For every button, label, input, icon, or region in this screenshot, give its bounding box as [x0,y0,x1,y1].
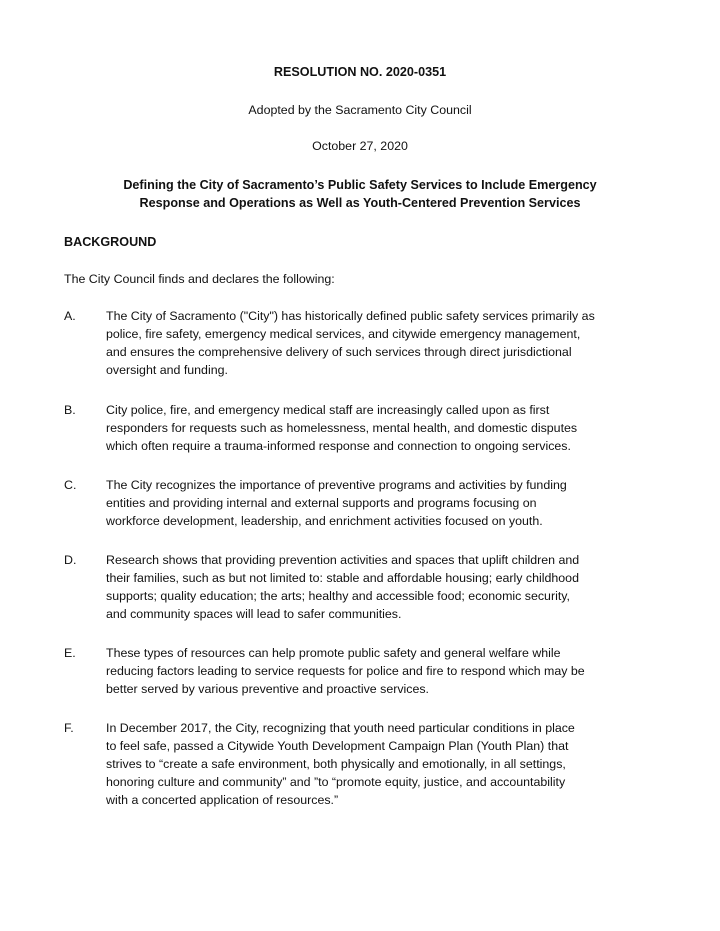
item-letter: A. [64,309,76,323]
item-line: reducing factors leading to service requests for police and fire to respond which may be [106,664,585,678]
section-heading-background: BACKGROUND [64,235,157,249]
item-line: and ensures the comprehensive delivery of such services through direct jurisdictional [106,345,572,359]
intro-paragraph: The City Council finds and declares the following: [64,272,335,286]
item-line: better served by various preventive and proactive services. [106,682,430,696]
finding-item-e [64,644,664,698]
adopted-by-line: Adopted by the Sacramento City Council [248,103,472,117]
title-line: Response and Operations as Well as Youth-Centered Prevention Services [139,196,581,210]
item-letter: B. [64,403,76,417]
item-text [106,307,666,379]
resolution-number: RESOLUTION NO. 2020-0351 [273,65,447,79]
item-letter: E. [64,646,76,660]
item-letter: D. [64,553,77,567]
item-letter: F. [64,721,74,735]
item-line: entities and providing internal and external supports and programs focusing on [106,496,537,510]
item-line: with a concerted application of resources.” [106,793,339,807]
item-line: The City recognizes the importance of preventive programs and activities by funding [106,478,567,492]
finding-item-b [64,401,664,455]
finding-item-a [64,307,664,379]
item-line: In December 2017, the City, recognizing that youth need particular conditions in place [106,721,575,735]
finding-item-d [64,551,664,623]
item-line: to feel safe, passed a Citywide Youth Development Campaign Plan (Youth Plan) that [106,739,569,753]
item-line: supports; quality education; the arts; healthy and accessible food; economic security, [106,589,570,603]
finding-item-c [64,476,664,530]
adoption-date: October 27, 2020 [312,139,408,153]
item-line: City police, fire, and emergency medical staff are increasingly called upon as first [106,403,550,417]
item-text [106,551,666,623]
item-line: which often require a trauma-informed response and connection to ongoing services. [106,439,571,453]
item-line: Research shows that providing prevention activities and spaces that uplift children and [106,553,580,567]
item-text [106,476,666,530]
item-line: workforce development, leadership, and enrichment activities focused on youth. [106,514,543,528]
item-line: responders for requests such as homelessness, mental health, and domestic disputes [106,421,578,435]
item-line: These types of resources can help promote public safety and general welfare while [106,646,561,660]
item-text [106,401,666,455]
item-line: The City of Sacramento ("City") has historically defined public safety services primarily as [106,309,595,323]
finding-item-f [64,719,664,809]
item-line: their families, such as but not limited to: stable and affordable housing; early childhood [106,571,579,585]
resolution-title [0,176,720,212]
item-text [106,644,666,698]
item-line: police, fire safety, emergency medical services, and citywide emergency management, [106,327,581,341]
item-line: strives to “create a safe environment, both physically and emotionally, in all settings, [106,757,566,771]
item-text [106,719,666,809]
item-line: honoring culture and community” and ”to “promote equity, justice, and accountability [106,775,566,789]
item-line: and community spaces will lead to safer communities. [106,607,402,621]
title-line: Defining the City of Sacramento’s Public Safety Services to Include Emergency [123,178,597,192]
item-line: oversight and funding. [106,363,228,377]
item-letter: C. [64,478,77,492]
